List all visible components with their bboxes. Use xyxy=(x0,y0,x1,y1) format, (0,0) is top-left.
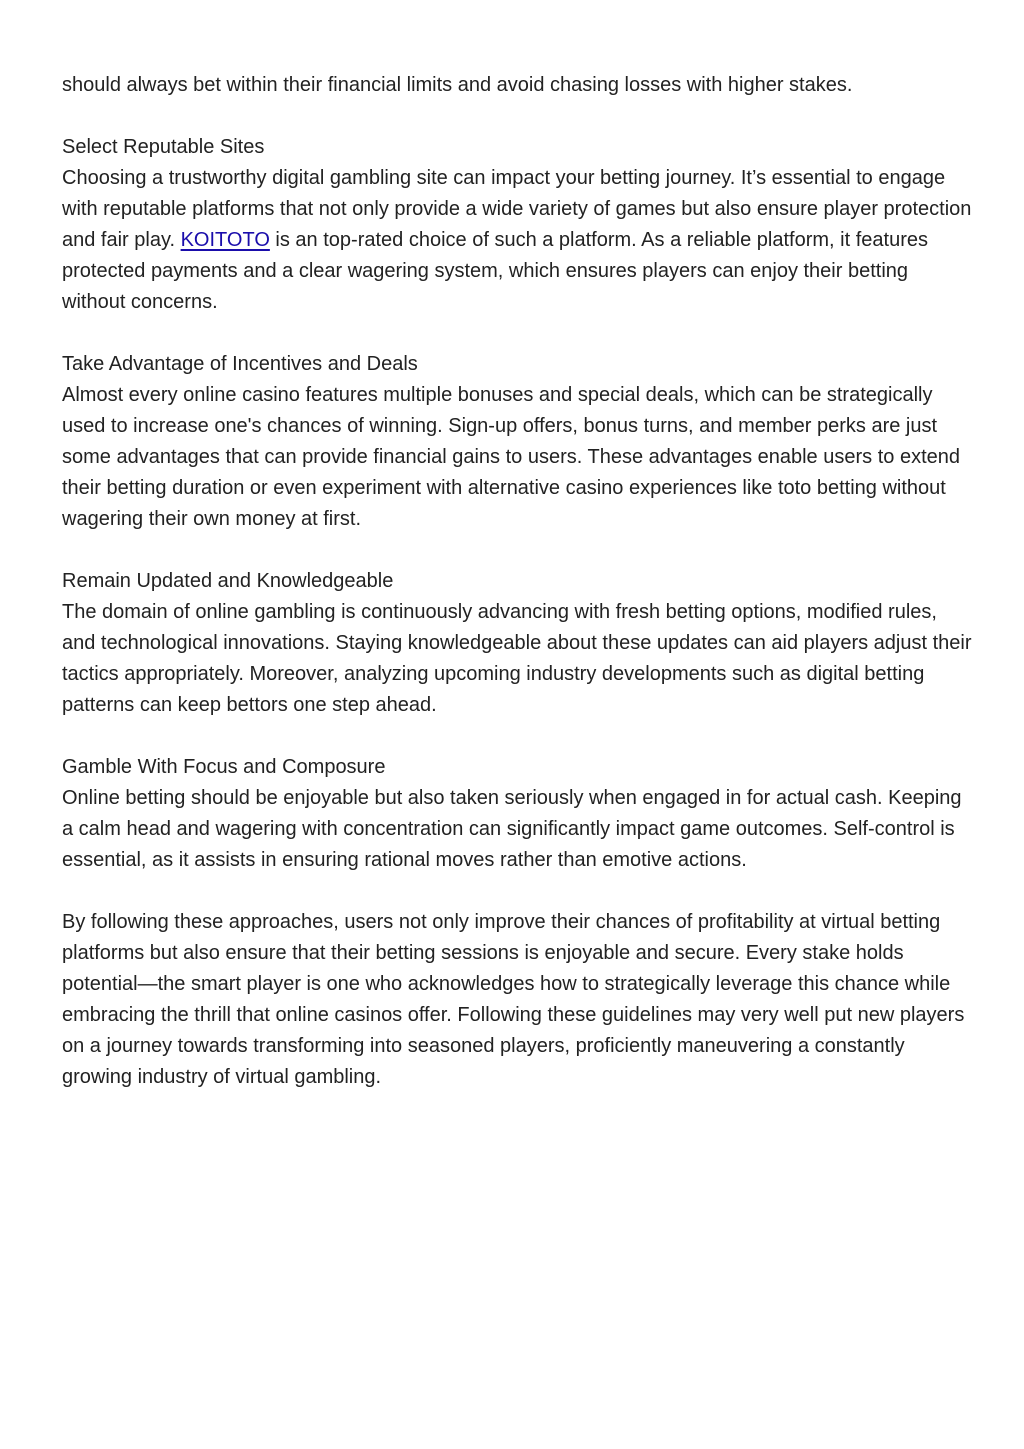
section-remain-updated xyxy=(62,566,972,721)
section-body: The domain of online gambling is continuously advancing with fresh betting options, modified rules, and technological innovations. Staying knowledgeable about these updates can aid players adjust their tactics appropriately. Moreover, analyzing upcoming industry developments such as digital betting patterns can keep bettors one step ahead. xyxy=(62,601,972,716)
section-body: Online betting should be enjoyable but also taken seriously when engaged in for actual cash. Keeping a calm head and wagering with concentration can significantly impact game outcomes. Self-control is essential, as it assists in ensuring rational moves rather than emotive actions. xyxy=(62,787,962,871)
koitoto-link[interactable]: KOITOTO xyxy=(180,229,270,251)
section-heading: Select Reputable Sites xyxy=(62,136,265,158)
conclusion-text: By following these approaches, users not only improve their chances of profitability at virtual betting platforms but also ensure that their betting sessions is enjoyable and secure. Every stake holds potential—the smart player is one who acknowledges how to strategically leverage this chance while embracing the thrill that online casinos offer. Following these guidelines may very well put new players on a journey towards transforming into seasoned players, proficiently maneuvering a constantly growing industry of virtual gambling. xyxy=(62,911,965,1088)
section-focus-and-composure xyxy=(62,752,972,876)
section-select-reputable-sites xyxy=(62,132,972,318)
section-heading: Gamble With Focus and Composure xyxy=(62,756,386,778)
section-heading: Take Advantage of Incentives and Deals xyxy=(62,353,418,375)
intro-text: should always bet within their financial limits and avoid chasing losses with higher stakes. xyxy=(62,74,853,96)
section-incentives-and-deals xyxy=(62,349,972,535)
conclusion-paragraph xyxy=(62,907,972,1093)
section-heading: Remain Updated and Knowledgeable xyxy=(62,570,394,592)
intro-paragraph xyxy=(62,70,972,101)
section-body-part-1: Choosing a trustworthy digital gambling site can impact your betting journey. It’s essential to engage with reputable platforms that not only provide a wide variety of games but also ensure player protection and fair play. xyxy=(62,167,972,251)
document-page xyxy=(62,70,972,1124)
section-body-part-2: is an top-rated choice of such a platform. As a reliable platform, it features protected payments and a clear wagering system, which ensures players can enjoy their betting without concerns. xyxy=(62,229,928,313)
section-body: Almost every online casino features multiple bonuses and special deals, which can be strategically used to increase one's chances of winning. Sign-up offers, bonus turns, and member perks are just some advantages that can provide financial gains to users. These advantages enable users to extend their betting duration or even experiment with alternative casino experiences like toto betting without wagering their own money at first. xyxy=(62,384,960,530)
